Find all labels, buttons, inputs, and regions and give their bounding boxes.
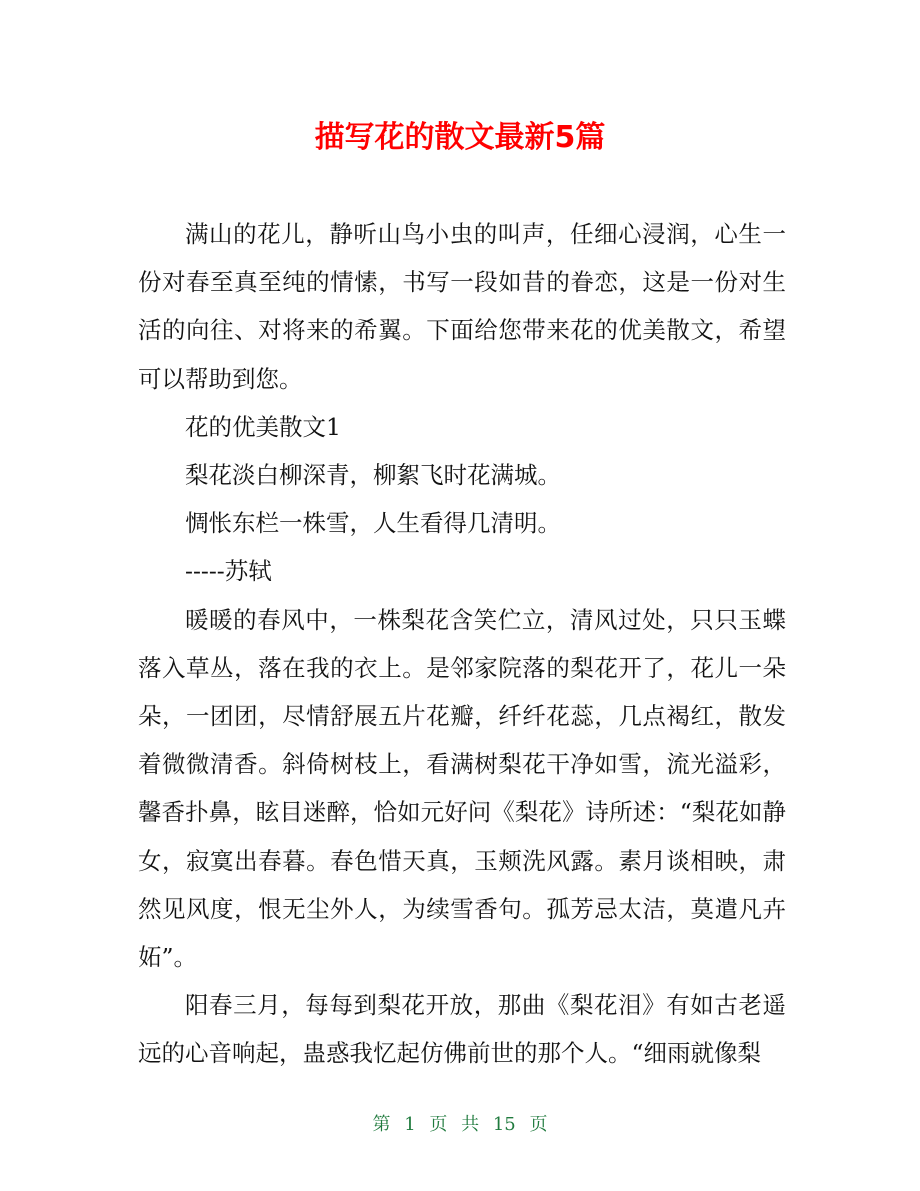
section-heading: 花的优美散文1 — [185, 412, 341, 441]
page-footer: 第 1 页 共 15 页 — [372, 1114, 548, 1135]
document-body — [138, 210, 786, 1078]
poem-line-1: 梨花淡白柳深青，柳絮飞时花满城。 — [185, 461, 561, 490]
poem-line-2: 惆怅东栏一株雪，人生看得几清明。 — [185, 509, 561, 538]
poem-author: -----苏轼 — [185, 557, 272, 586]
paragraph-pear-blossom: 暖暖的春风中，一株梨花含笑伫立，清风过处，只只玉蝶落入草丛，落在我的衣上。是邻家院落的梨花开了，花儿一朵朵，一团团，尽情舒展五片花瓣，纤纤花蕊，几点褐红，散发着微微清香。斜倚树枝上，看满树梨花干净如雪，流光溢彩，馨香扑鼻，眩目迷醉，恰如元好问《梨花》诗所述：“梨花如静女，寂寞出春暮。春色惜天真，玉颊洗风露。素月谈相映，肃然见风度，恨无尘外人，为续雪香句。孤芳忌太洁，莫遣凡卉妬”。 — [138, 605, 786, 972]
paragraph-spring-march: 阳春三月，每每到梨花开放，那曲《梨花泪》有如古老遥远的心音响起，蛊惑我忆起仿佛前世的那个人。“细雨就像梨 — [138, 991, 786, 1068]
paragraph-intro: 满山的花儿，静听山鸟小虫的叫声，任细心浸润，心生一份对春至真至纯的情愫，书写一段如昔的眷恋，这是一份对生活的向往、对将来的希翼。下面给您带来花的优美散文，希望可以帮助到您。 — [138, 220, 786, 393]
document-title: 描写花的散文最新5篇 — [314, 120, 606, 155]
